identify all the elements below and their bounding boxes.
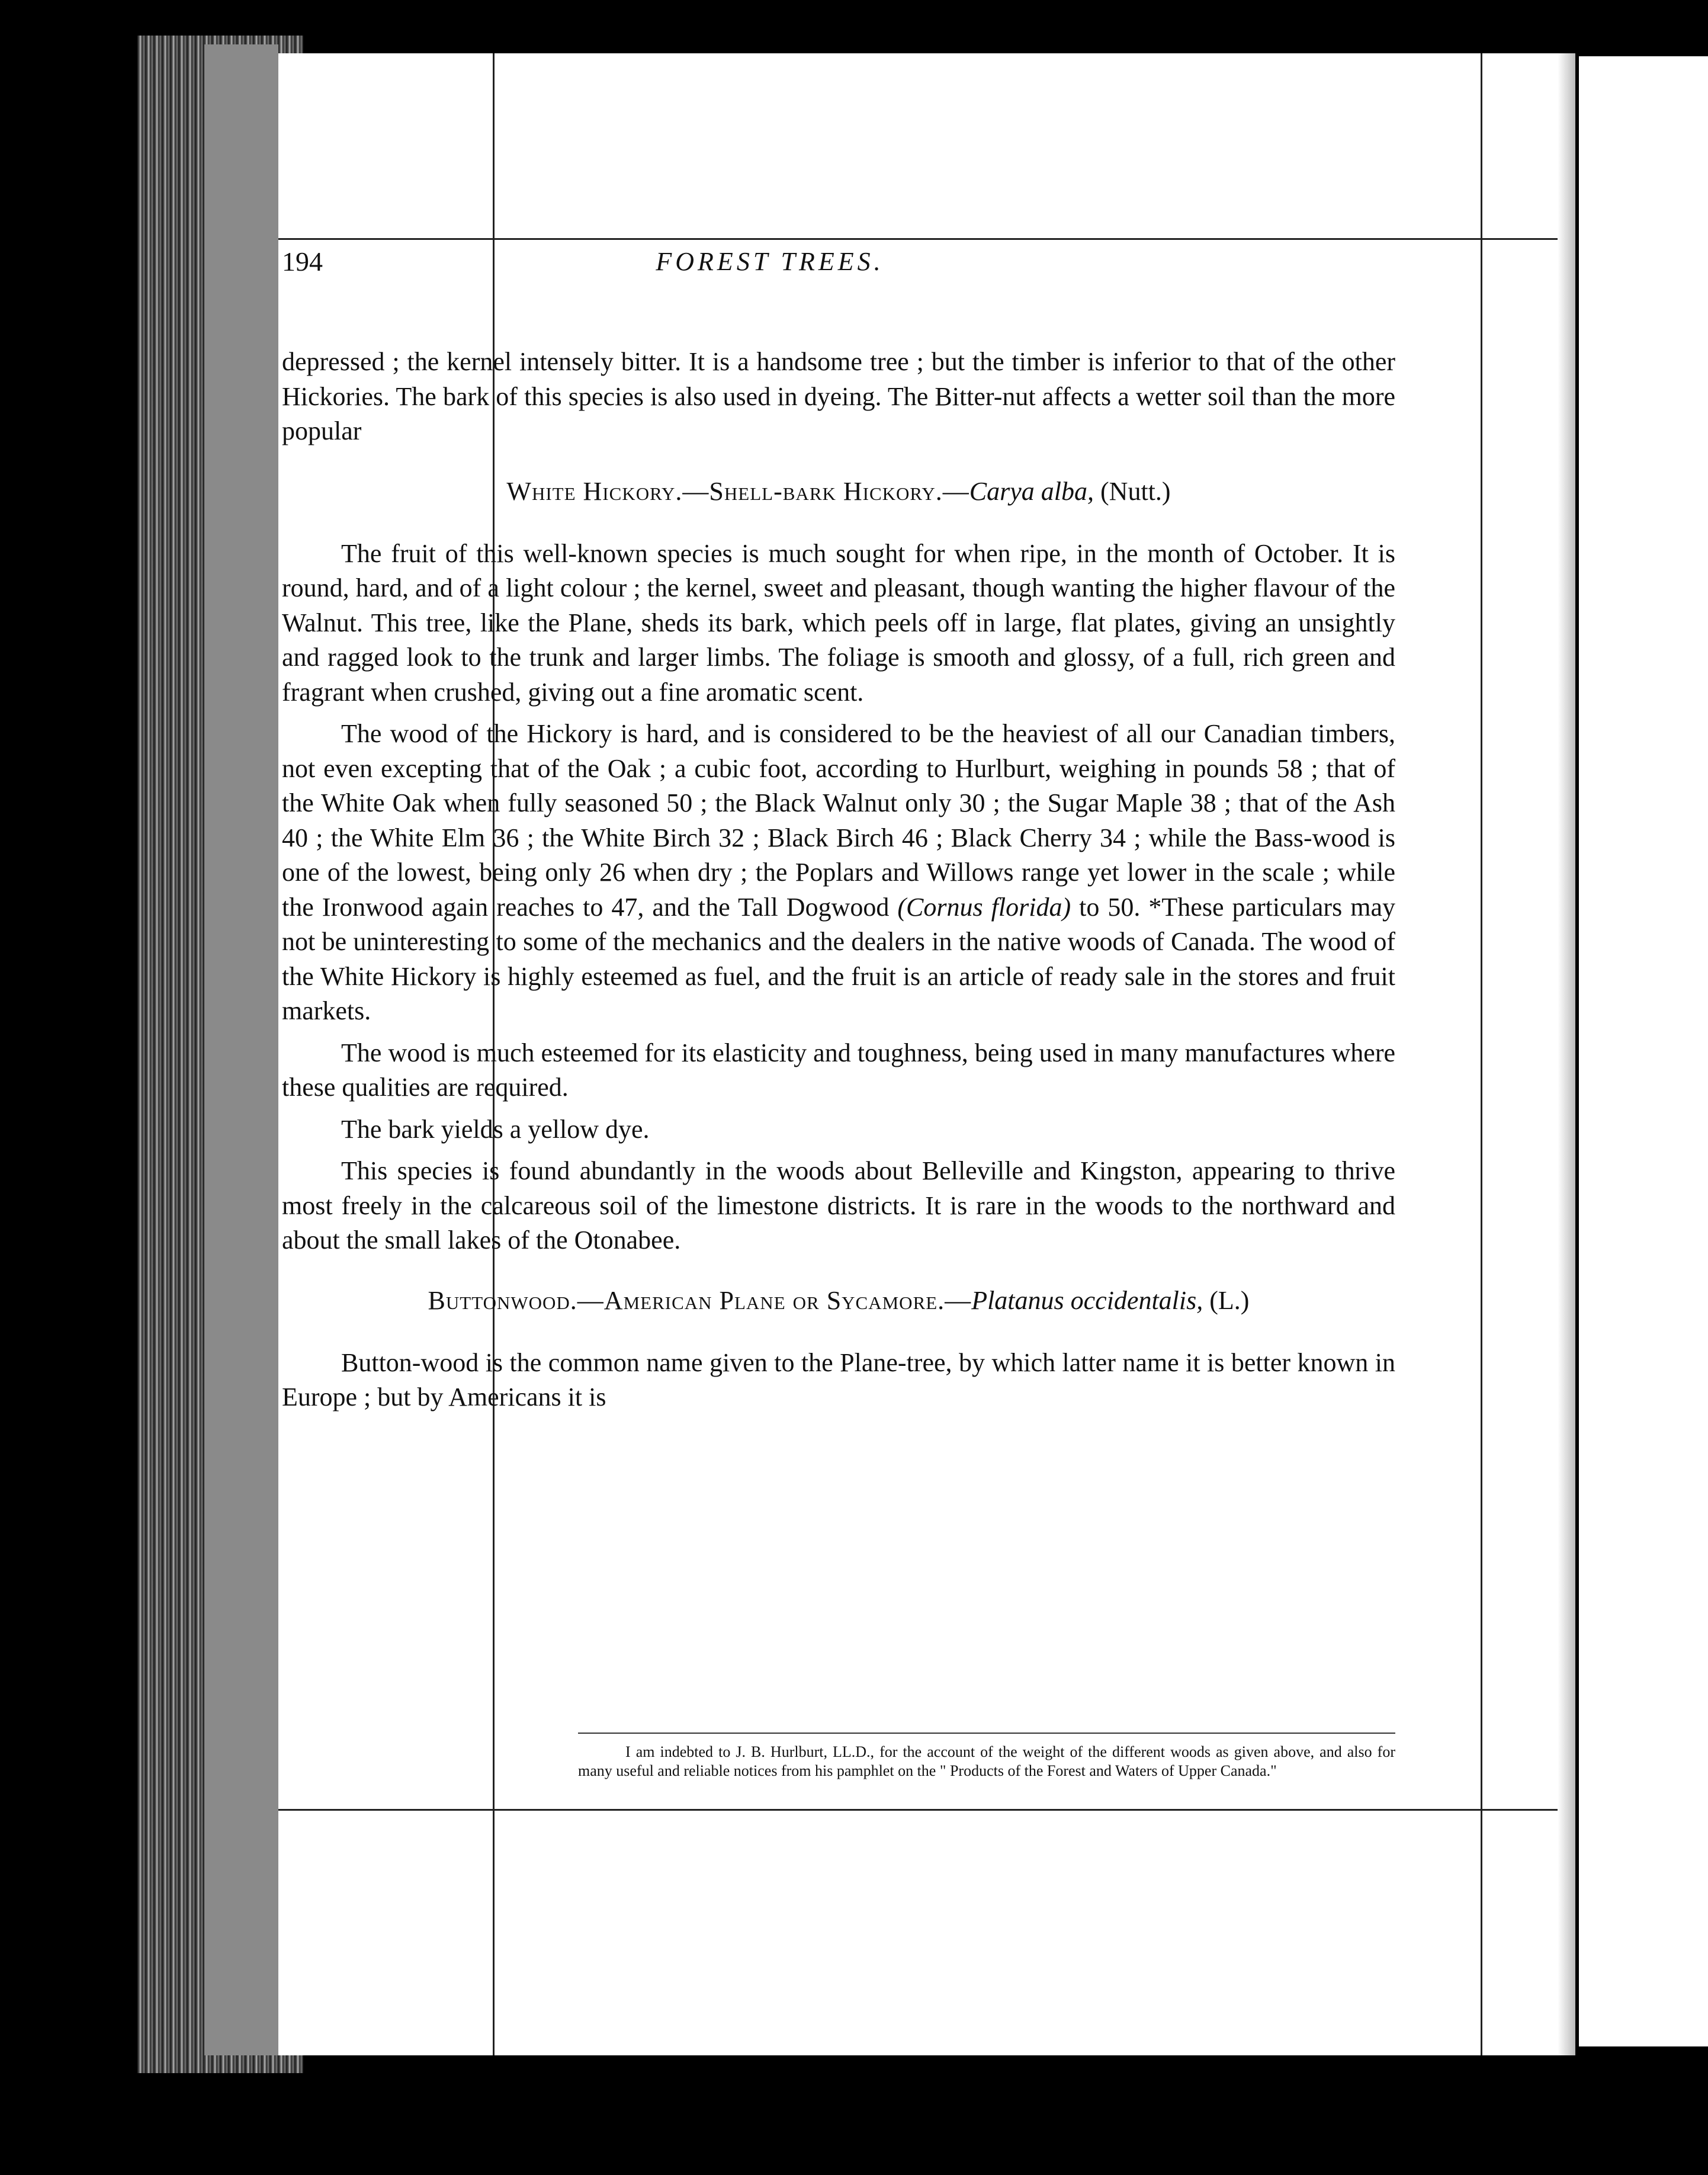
paragraph-text: to 50. *These particulars may not be uninteresting to some of the mechanics and the dealers in the native woods of Canada. The wood of the White Hickory is highly esteemed as fuel, and the fruit is an article of ready sale in the stores and fruit markets. [282, 892, 1395, 1025]
section-heading-white-hickory [282, 474, 1395, 509]
page-number: 194 [282, 246, 323, 277]
heading-common-name: Buttonwood.—American Plane or Sycamore.— [428, 1285, 972, 1315]
paragraph-text: The wood of the Hickory is hard, and is considered to be the heaviest of all our Canadian timbers, not even excepting that of the Oak ; a cubic foot, according to Hurlburt, weighing in pounds 58 ; that of the White Oak when fully seasoned 50 ; the Black Walnut only 30 ; the Sugar Maple 38 ; that of the Ash 40 ; the White Elm 36 ; the White Birch 32 ; Black Birch 46 ; Black Cherry 34 ; while the Bass-wood is one of the lowest, being only 26 when dry ; the Poplars and Willows range yet lower in the scale ; while the Ironwood again reaches to 47, and the Tall Dogwood [282, 719, 1395, 922]
gutter-shadow [1558, 53, 1575, 2055]
body-text [282, 345, 1395, 1422]
paragraph-distribution: This species is found abundantly in the woods about Belleville and Kingston, appearing to thrive most freely in the calcareous soil of the limestone districts. It is rare in the woods to the northward and about the small lakes of the Otonabee. [282, 1156, 1395, 1255]
paragraph-elasticity: The wood is much esteemed for its elasticity and toughness, being used in many manufactures where these qualities are required. [282, 1038, 1395, 1102]
paragraph-wood-weight [282, 717, 1395, 1029]
paragraph-fruit: The fruit of this well-known species is much sought for when ripe, in the month of October. It is round, hard, and of a light colour ; the kernel, sweet and pleasant, though wanting the higher flavour of the Walnut. This tree, like the Plane, sheds its bark, which peels off in large, flat plates, giving an unsightly and ragged look to the trunk and larger limbs. The foliage is smooth and glossy, of a full, rich green and fragrant when crushed, giving out a fine aromatic scent. [282, 538, 1395, 707]
right-frame-rule [1481, 53, 1482, 2055]
footnote-rule [578, 1733, 1395, 1734]
paragraph-bark-dye: The bark yields a yellow dye. [341, 1114, 650, 1144]
bottom-frame-rule [278, 1809, 1575, 1811]
heading-latin-name: Platanus occidentalis, [971, 1285, 1203, 1315]
paragraph-buttonwood: Button-wood is the common name given to the Plane-tree, by which latter name it is better known in Europe ; but by Americans it is [282, 1348, 1395, 1411]
facing-page-edge [1575, 56, 1708, 2046]
left-page-margin [204, 44, 278, 2055]
heading-authority: (L.) [1203, 1285, 1250, 1315]
section-heading-buttonwood [282, 1283, 1395, 1319]
heading-authority: (Nutt.) [1094, 476, 1171, 506]
footnote-text: I am indebted to J. B. Hurlburt, LL.D., for the account of the weight of the different woods as given above, and also for many useful and reliable notices from his pamphlet on the " Products of the Forest and Waters of Upper Canada." [578, 1743, 1395, 1779]
running-title: FOREST TREES. [656, 247, 884, 276]
latin-name-dogwood: (Cornus florida) [897, 892, 1071, 922]
heading-common-name: White Hickory.—Shell-bark Hickory.— [506, 476, 969, 506]
paragraph-continuation: depressed ; the kernel intensely bitter. It is a handsome tree ; but the timber is inferior to that of the other Hickories. The bark of this species is also used in dyeing. The Bitter-nut affects a wetter soil than the more popular [282, 347, 1395, 445]
footnote [578, 1743, 1395, 1781]
heading-latin-name: Carya alba, [969, 476, 1094, 506]
